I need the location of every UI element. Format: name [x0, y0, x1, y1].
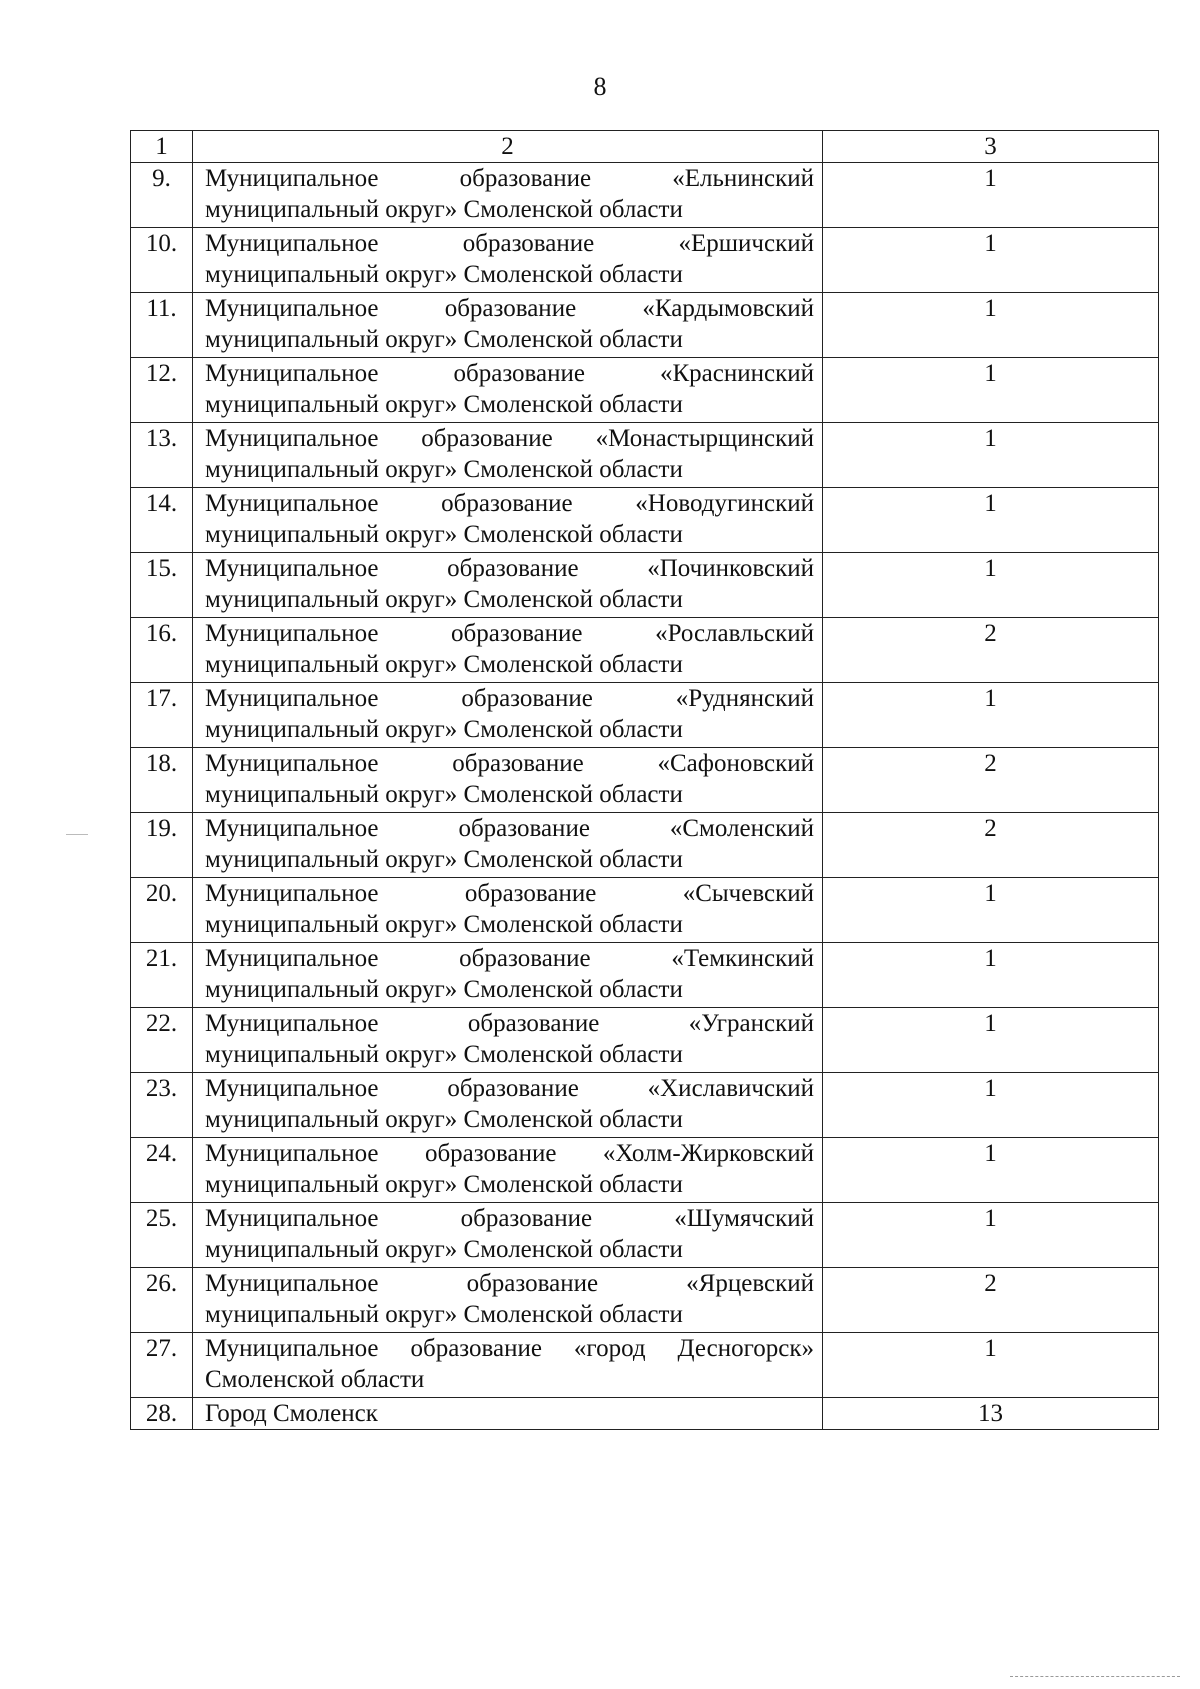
- table-row: [131, 1398, 1159, 1430]
- page-number: 8: [593, 72, 607, 101]
- row-value: 13: [823, 1398, 1159, 1430]
- table-row: [131, 1203, 1159, 1268]
- row-name-line2: муниципальный округ» Смоленской области: [205, 456, 683, 483]
- row-name-line1: Муниципальное образование «Кардымовский: [205, 295, 814, 322]
- row-value: 1: [823, 228, 1159, 293]
- row-name: [193, 878, 823, 943]
- row-value: 1: [823, 1008, 1159, 1073]
- row-name: [193, 1073, 823, 1138]
- row-number: 11.: [131, 293, 193, 358]
- row-name-line1: Муниципальное образование «Монастырщинский: [205, 425, 814, 452]
- row-name-line1: Муниципальное образование «Холм-Жирковский: [205, 1140, 814, 1167]
- row-name-line1: Муниципальное образование «Хиславичский: [205, 1075, 814, 1102]
- row-number: 9.: [131, 163, 193, 228]
- row-name: [193, 1268, 823, 1333]
- row-name-line2: муниципальный округ» Смоленской области: [205, 586, 683, 613]
- row-value: 1: [823, 878, 1159, 943]
- row-name-line2: муниципальный округ» Смоленской области: [205, 1236, 683, 1263]
- row-number: 10.: [131, 228, 193, 293]
- row-value: 1: [823, 293, 1159, 358]
- row-value: 1: [823, 1138, 1159, 1203]
- row-name: [193, 358, 823, 423]
- row-value: 1: [823, 1333, 1159, 1398]
- row-name-line1: Муниципальное образование «Руднянский: [205, 685, 814, 712]
- row-name: [193, 228, 823, 293]
- row-number: 13.: [131, 423, 193, 488]
- row-name-line1: Муниципальное образование «Смоленский: [205, 815, 814, 842]
- table-header-row: [131, 131, 1159, 163]
- table-row: [131, 228, 1159, 293]
- row-number: 27.: [131, 1333, 193, 1398]
- row-name: [193, 1203, 823, 1268]
- row-name-line2: муниципальный округ» Смоленской области: [205, 1041, 683, 1068]
- row-name-line1: Муниципальное образование «Темкинский: [205, 945, 814, 972]
- row-number: 14.: [131, 488, 193, 553]
- row-name: [193, 1333, 823, 1398]
- table-row: [131, 748, 1159, 813]
- table-row: [131, 1268, 1159, 1333]
- row-number: 24.: [131, 1138, 193, 1203]
- row-name: [193, 163, 823, 228]
- row-number: 28.: [131, 1398, 193, 1430]
- row-value: 1: [823, 683, 1159, 748]
- row-value: 1: [823, 488, 1159, 553]
- scan-artifact: [66, 834, 88, 835]
- header-cell-number: 1: [131, 131, 193, 163]
- table-row: [131, 1333, 1159, 1398]
- row-name-line1: Муниципальное образование «Рославльский: [205, 620, 814, 647]
- header-cell-name: 2: [193, 131, 823, 163]
- row-name: [193, 1008, 823, 1073]
- row-number: 25.: [131, 1203, 193, 1268]
- row-number: 26.: [131, 1268, 193, 1333]
- table-row: [131, 813, 1159, 878]
- row-name-line1: Муниципальное образование «Шумячский: [205, 1205, 814, 1232]
- row-name: [193, 293, 823, 358]
- document-table: [130, 130, 1159, 1430]
- row-number: 19.: [131, 813, 193, 878]
- row-name-line1: Муниципальное образование «Ельнинский: [205, 165, 814, 192]
- row-name: [193, 683, 823, 748]
- row-name-line2: муниципальный округ» Смоленской области: [205, 261, 683, 288]
- table-body: [131, 131, 1159, 1430]
- row-name-line1: Муниципальное образование «Ярцевский: [205, 1270, 814, 1297]
- row-name-line2: муниципальный округ» Смоленской области: [205, 651, 683, 678]
- row-name: [193, 488, 823, 553]
- table-row: [131, 293, 1159, 358]
- row-value: 1: [823, 943, 1159, 1008]
- table-row: [131, 163, 1159, 228]
- row-name-line2: Смоленской области: [205, 1366, 425, 1393]
- row-name-line1: Муниципальное образование «город Десногорск»: [205, 1335, 814, 1362]
- row-name: [193, 813, 823, 878]
- row-name-line2: муниципальный округ» Смоленской области: [205, 1301, 683, 1328]
- table-row: [131, 1008, 1159, 1073]
- table-row: [131, 683, 1159, 748]
- row-number: 16.: [131, 618, 193, 683]
- row-value: 1: [823, 553, 1159, 618]
- table-row: [131, 1138, 1159, 1203]
- row-name-line2: муниципальный округ» Смоленской области: [205, 326, 683, 353]
- table-row: [131, 423, 1159, 488]
- row-name-line2: муниципальный округ» Смоленской области: [205, 911, 683, 938]
- table-row: [131, 618, 1159, 683]
- table-row: [131, 488, 1159, 553]
- table-row: [131, 1073, 1159, 1138]
- row-name-line1: Муниципальное образование «Сычевский: [205, 880, 814, 907]
- row-name-line2: муниципальный округ» Смоленской области: [205, 521, 683, 548]
- row-name-line1: Город Смоленск: [205, 1400, 378, 1427]
- row-number: 21.: [131, 943, 193, 1008]
- row-number: 12.: [131, 358, 193, 423]
- row-number: 20.: [131, 878, 193, 943]
- row-name-line2: муниципальный округ» Смоленской области: [205, 196, 683, 223]
- row-name: [193, 1138, 823, 1203]
- row-value: 2: [823, 748, 1159, 813]
- row-name-line2: муниципальный округ» Смоленской области: [205, 976, 683, 1003]
- row-name: [193, 943, 823, 1008]
- row-name-line1: Муниципальное образование «Угранский: [205, 1010, 814, 1037]
- row-value: 1: [823, 423, 1159, 488]
- row-name-line1: Муниципальное образование «Краснинский: [205, 360, 814, 387]
- row-name-line1: Муниципальное образование «Сафоновский: [205, 750, 814, 777]
- row-name-line1: Муниципальное образование «Новодугинский: [205, 490, 814, 517]
- row-name: [193, 553, 823, 618]
- row-value: 2: [823, 618, 1159, 683]
- header-cell-value: 3: [823, 131, 1159, 163]
- row-name-line1: Муниципальное образование «Починковский: [205, 555, 814, 582]
- row-value: 1: [823, 163, 1159, 228]
- row-name-line2: муниципальный округ» Смоленской области: [205, 716, 683, 743]
- scan-artifact: [1010, 1676, 1180, 1677]
- row-value: 1: [823, 1203, 1159, 1268]
- row-name-line2: муниципальный округ» Смоленской области: [205, 846, 683, 873]
- row-number: 18.: [131, 748, 193, 813]
- table-row: [131, 358, 1159, 423]
- row-number: 23.: [131, 1073, 193, 1138]
- table-row: [131, 553, 1159, 618]
- table-row: [131, 878, 1159, 943]
- row-name-line2: муниципальный округ» Смоленской области: [205, 1171, 683, 1198]
- row-name-line1: Муниципальное образование «Ершичский: [205, 230, 814, 257]
- row-name-line2: муниципальный округ» Смоленской области: [205, 391, 683, 418]
- row-name: [193, 748, 823, 813]
- row-number: 17.: [131, 683, 193, 748]
- row-name-line2: муниципальный округ» Смоленской области: [205, 781, 683, 808]
- row-name: [193, 423, 823, 488]
- row-value: 1: [823, 358, 1159, 423]
- row-value: 2: [823, 813, 1159, 878]
- row-value: 2: [823, 1268, 1159, 1333]
- row-name: [193, 1398, 823, 1430]
- row-value: 1: [823, 1073, 1159, 1138]
- table-row: [131, 943, 1159, 1008]
- row-number: 22.: [131, 1008, 193, 1073]
- row-name: [193, 618, 823, 683]
- row-number: 15.: [131, 553, 193, 618]
- row-name-line2: муниципальный округ» Смоленской области: [205, 1106, 683, 1133]
